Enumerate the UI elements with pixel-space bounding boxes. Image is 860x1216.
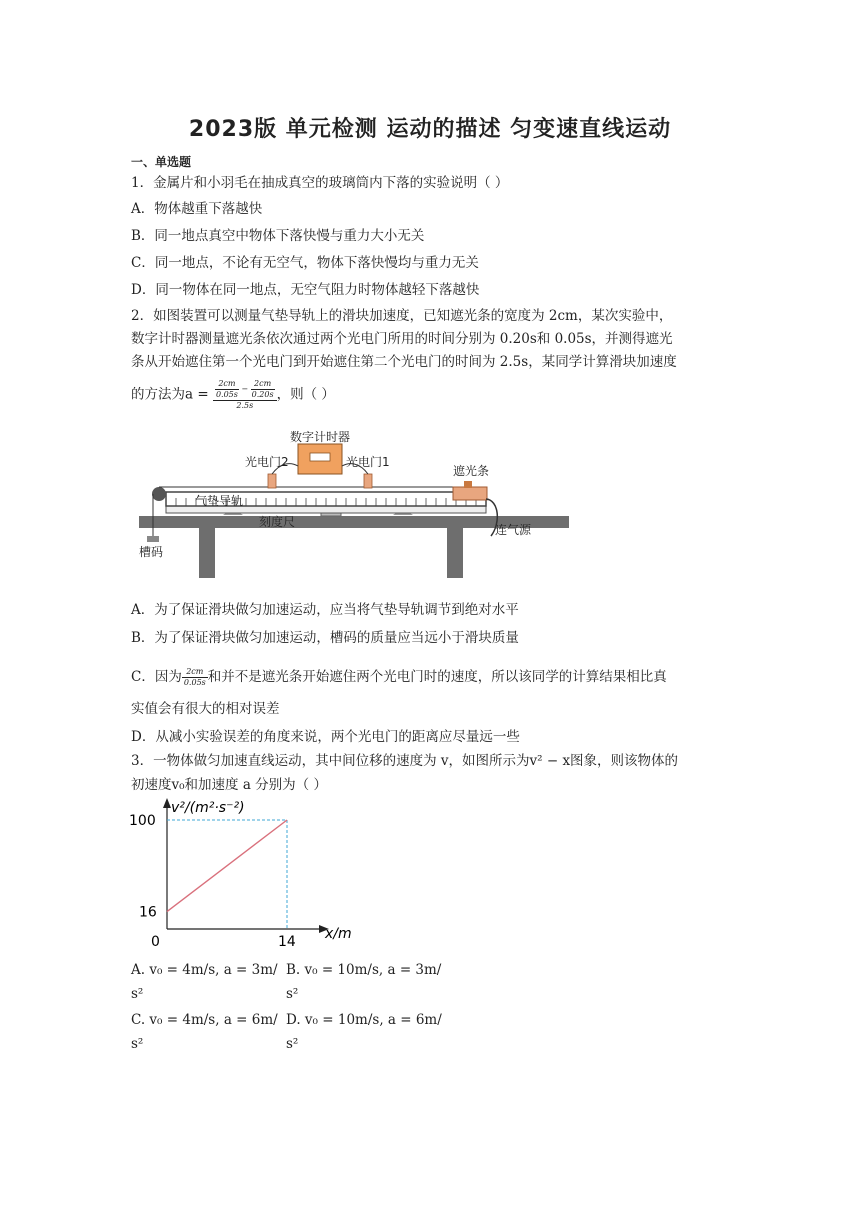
label-gate1: 光电门1 bbox=[346, 455, 390, 469]
q2-option-c-prefix: C．因为 bbox=[131, 669, 182, 685]
q2-line-3: 条从开始遮住第一个光电门到开始遮住第二个光电门的时间为 2.5s，某同学计算滑块加速度 bbox=[131, 354, 677, 370]
q3-option-d: D. v₀ = 10m/s, a = 6m/ bbox=[286, 1012, 442, 1028]
weight bbox=[147, 536, 159, 542]
air-track-apparatus-figure bbox=[131, 428, 581, 583]
slider-block bbox=[453, 487, 487, 500]
table-leg-left bbox=[199, 528, 215, 578]
label-timer: 数字计时器 bbox=[289, 430, 351, 444]
y-axis-arrow bbox=[163, 798, 171, 808]
label-gate2: 光电门2 bbox=[245, 455, 289, 469]
series-line bbox=[167, 820, 287, 912]
q3-line-2: 初速度v₀和加速度 a 分别为（ ） bbox=[131, 777, 327, 793]
label-air-source: 连气源 bbox=[495, 523, 532, 537]
q2-option-d: D．从减小实验误差的角度来说，两个光电门的距离应尽量远一些 bbox=[131, 729, 520, 745]
q1-option-a: A．物体越重下落越快 bbox=[131, 201, 263, 217]
q3-options-row-2 bbox=[131, 985, 298, 1003]
frac-b-den: 0.20s bbox=[251, 390, 274, 399]
y-tick-16: 16 bbox=[139, 904, 157, 921]
q2-formula-fraction: $\frac{2cm}{0.05s}$ − $\frac{2cm}{0.20s}$ 2.5s bbox=[213, 379, 277, 411]
q2-formula-line bbox=[131, 379, 335, 411]
y-tick-100: 100 bbox=[129, 813, 156, 829]
q2-line-2: 数字计时器测量遮光条依次通过两个光电门所用的时间分别为 0.20s和 0.05s，并测得遮光 bbox=[131, 331, 673, 347]
x-axis-label: x/m bbox=[325, 926, 352, 942]
q3-option-b-unit: s² bbox=[286, 986, 299, 1002]
q3-options-row-4 bbox=[131, 1035, 298, 1053]
photogate-1 bbox=[364, 474, 372, 488]
label-weight: 槽码 bbox=[139, 545, 164, 559]
q2-option-c-fraction bbox=[182, 667, 208, 688]
q1-option-c: C．同一地点，不论有无空气，物体下落快慢均与重力无关 bbox=[131, 255, 479, 271]
q3-option-c: C. v₀ = 4m/s, a = 6m/ bbox=[131, 1012, 278, 1028]
q2-option-c-line2: 实值会有很大的相对误差 bbox=[131, 701, 280, 717]
q3-options-row-3 bbox=[131, 1011, 442, 1029]
q3-option-a-unit: s² bbox=[131, 986, 144, 1002]
frac-b-num: 2cm bbox=[251, 379, 275, 390]
frac-a-num: 2cm bbox=[215, 379, 239, 390]
q1-stem: 1．金属片和小羽毛在抽成真空的玻璃筒内下落的实验说明（ ） bbox=[131, 175, 509, 191]
q2-option-c bbox=[131, 664, 667, 690]
pulley bbox=[152, 487, 166, 501]
x-tick-14: 14 bbox=[278, 934, 296, 948]
q1-option-b: B．同一地点真空中物体下落快慢与重力大小无关 bbox=[131, 228, 425, 244]
optc-frac-num: 2cm bbox=[182, 667, 208, 678]
optc-frac-den: 0.05s bbox=[183, 678, 206, 687]
page-title: 2023版 单元检测 运动的描述 匀变速直线运动 bbox=[188, 117, 672, 142]
q2-option-c-suffix: 和并不是遮光条开始遮住两个光电门时的速度，所以该同学的计算结果相比真 bbox=[207, 669, 667, 685]
frac-a-den: 0.05s bbox=[215, 390, 238, 399]
q3-option-d-unit: s² bbox=[286, 1036, 299, 1052]
label-rail: 气垫导轨 bbox=[195, 494, 244, 508]
q3-line-1: 3．一物体做匀加速直线运动，其中间位移的速度为 v，如图所示为v² − x图象，则该物体的 bbox=[131, 753, 679, 769]
q2-formula-prefix: 的方法为a = bbox=[131, 386, 213, 403]
timer-display bbox=[310, 453, 330, 461]
q2-line-1: 2．如图装置可以测量气垫导轨上的滑块加速度，已知遮光条的宽度为 2cm，某次实验中， bbox=[131, 308, 673, 324]
q3-option-b: B. v₀ = 10m/s, a = 3m/ bbox=[286, 962, 442, 978]
v2-x-chart bbox=[125, 796, 365, 948]
photogate-2 bbox=[268, 474, 276, 488]
q2-option-b: B．为了保证滑块做匀加速运动，槽码的质量应当远小于滑块质量 bbox=[131, 630, 519, 646]
y-axis-label: v²/(m²·s⁻²) bbox=[171, 800, 245, 816]
frac-denominator: 2.5s bbox=[236, 401, 254, 410]
table-leg-right bbox=[447, 528, 463, 578]
q2-formula-suffix: ，则（ ） bbox=[276, 386, 335, 403]
shading-strip bbox=[464, 481, 472, 488]
q3-options-row-1 bbox=[131, 961, 441, 979]
q1-option-d: D．同一物体在同一地点，无空气阻力时物体越轻下落越快 bbox=[131, 282, 480, 298]
label-ruler: 刻度尺 bbox=[259, 515, 296, 529]
section-heading: 一、单选题 bbox=[131, 155, 192, 169]
x-tick-0: 0 bbox=[151, 934, 160, 948]
label-shade: 遮光条 bbox=[453, 464, 490, 478]
q2-option-a: A．为了保证滑块做匀加速运动，应当将气垫导轨调节到绝对水平 bbox=[131, 602, 519, 618]
q3-option-c-unit: s² bbox=[131, 1036, 144, 1052]
q3-option-a: A. v₀ = 4m/s, a = 3m/ bbox=[131, 962, 278, 978]
